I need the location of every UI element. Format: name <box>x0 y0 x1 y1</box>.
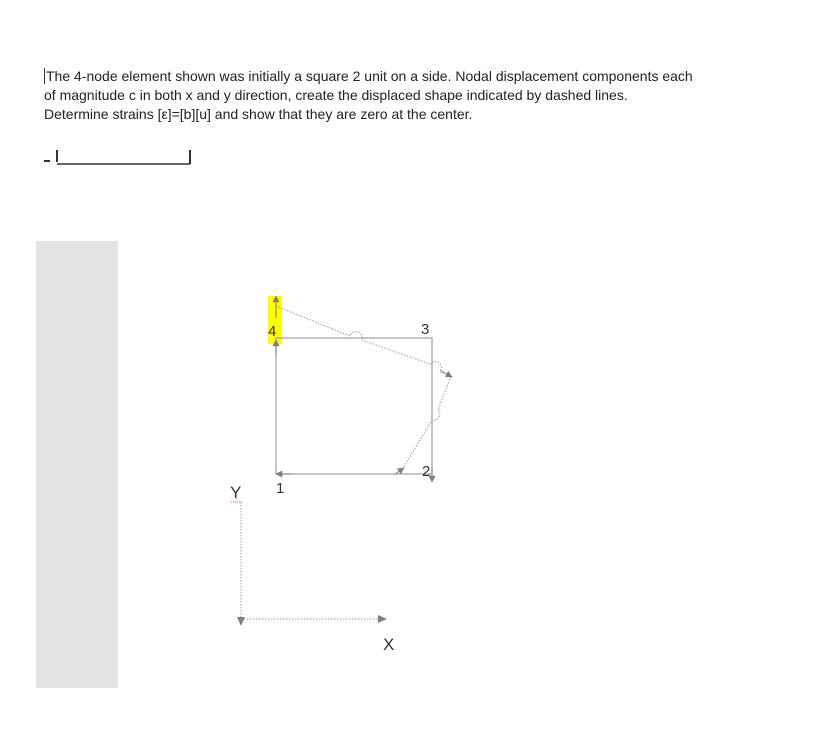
node-2-arrow-left <box>395 468 404 474</box>
y-axis-label: Y <box>230 483 242 502</box>
original-square-element <box>276 338 432 474</box>
y-axis-arrowhead <box>237 617 245 626</box>
node-label-1: 1 <box>276 480 285 497</box>
node-label-2: 2 <box>422 463 431 480</box>
node-label-3: 3 <box>421 321 430 338</box>
node-label-4: 4 <box>268 323 277 340</box>
x-axis-arrowhead <box>378 615 387 623</box>
problem-line-3: Determine strains [ε]=[b][u] and show that they are zero at the center. <box>44 106 473 122</box>
problem-line-2: of magnitude c in both x and y direction, create the displaced shape indicated by dashed lines. <box>44 87 628 103</box>
problem-line-1: The 4-node element shown was initially a square 2 unit on a side. Nodal displacement components each <box>46 68 693 84</box>
node-3-arrow <box>440 370 452 377</box>
x-axis-label: X <box>383 635 395 654</box>
